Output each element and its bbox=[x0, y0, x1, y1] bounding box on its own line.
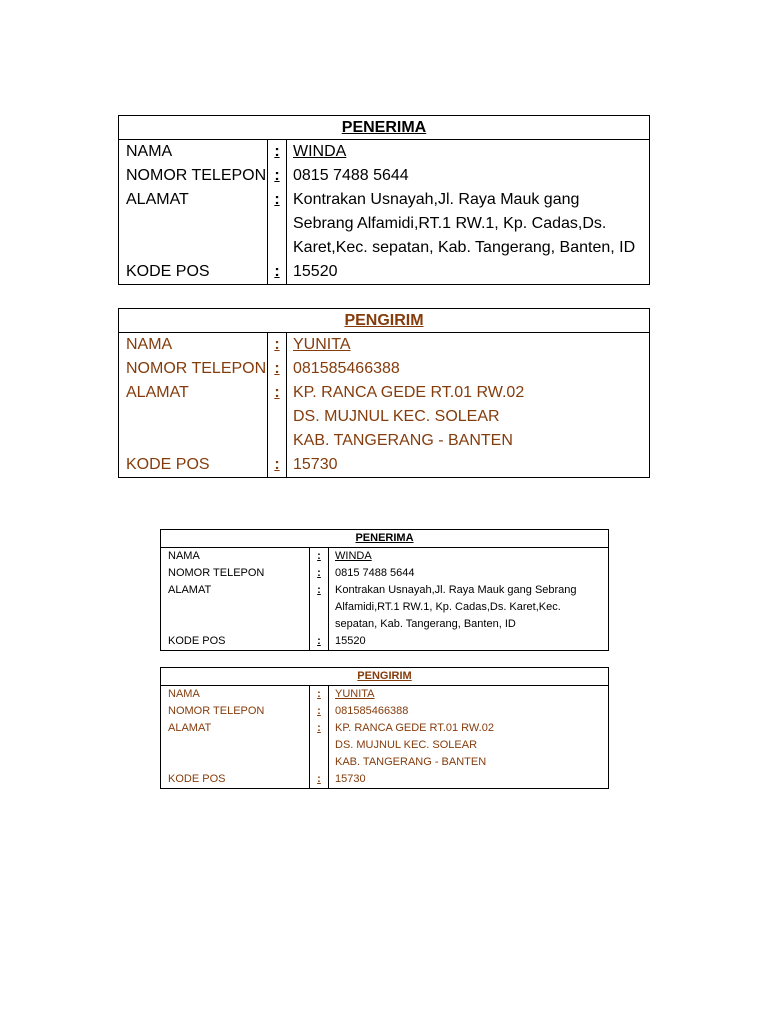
penerima-label-large bbox=[118, 115, 650, 285]
alamat-line-3: KAB. TANGERANG - BANTEN bbox=[335, 756, 487, 768]
penerima-body bbox=[119, 140, 649, 284]
telepon-value: 0815 7488 5644 bbox=[293, 167, 409, 184]
telepon-label: NOMOR TELEPON bbox=[126, 167, 267, 184]
alamat-line-1: KP. RANCA GEDE RT.01 RW.02 bbox=[293, 384, 525, 401]
pengirim-label-small bbox=[160, 667, 609, 789]
colon-nama: : bbox=[317, 688, 321, 700]
pengirim-key-column bbox=[161, 686, 309, 788]
alamat-line-3: KAB. TANGERANG - BANTEN bbox=[293, 432, 513, 449]
nama-label: NAMA bbox=[126, 336, 173, 353]
alamat-line-2: DS. MUJNUL KEC. SOLEAR bbox=[335, 739, 478, 751]
alamat-line-1: Kontrakan Usnayah,Jl. Raya Mauk gang Sebrang bbox=[335, 584, 577, 596]
penerima-colon-column bbox=[309, 548, 329, 650]
telepon-label: NOMOR TELEPON bbox=[168, 705, 265, 717]
penerima-key-column bbox=[119, 140, 267, 284]
nama-label: NAMA bbox=[126, 143, 173, 160]
pengirim-key-column bbox=[119, 333, 267, 477]
colon-alamat: : bbox=[317, 584, 321, 596]
pengirim-body bbox=[161, 686, 608, 788]
alamat-line-3: Karet,Kec. sepatan, Kab. Tangerang, Banten, ID bbox=[293, 239, 636, 256]
alamat-label: ALAMAT bbox=[126, 384, 189, 401]
penerima-value-column bbox=[287, 140, 635, 284]
nama-value: YUNITA bbox=[335, 688, 375, 700]
nama-label: NAMA bbox=[168, 550, 200, 562]
pengirim-value-column bbox=[287, 333, 524, 477]
penerima-label-small bbox=[160, 529, 609, 651]
kodepos-value: 15730 bbox=[293, 456, 338, 473]
colon-alamat: : bbox=[274, 191, 280, 208]
colon-kodepos: : bbox=[274, 263, 280, 280]
pengirim-value-column bbox=[329, 686, 494, 788]
penerima-title: PENERIMA bbox=[119, 116, 649, 140]
nama-value: WINDA bbox=[335, 550, 372, 562]
pengirim-label-large bbox=[118, 308, 650, 478]
alamat-line-3: sepatan, Kab. Tangerang, Banten, ID bbox=[335, 618, 516, 630]
penerima-key-column bbox=[161, 548, 309, 650]
alamat-line-2: DS. MUJNUL KEC. SOLEAR bbox=[293, 408, 500, 425]
telepon-label: NOMOR TELEPON bbox=[168, 567, 265, 579]
kodepos-label: KODE POS bbox=[126, 263, 210, 280]
telepon-value: 081585466388 bbox=[293, 360, 400, 377]
kodepos-label: KODE POS bbox=[126, 456, 210, 473]
penerima-body bbox=[161, 548, 608, 650]
pengirim-colon-column bbox=[309, 686, 329, 788]
telepon-value: 081585466388 bbox=[335, 705, 409, 717]
penerima-value-column bbox=[329, 548, 577, 650]
kodepos-value: 15520 bbox=[335, 635, 366, 647]
alamat-label: ALAMAT bbox=[168, 722, 212, 734]
colon-alamat: : bbox=[317, 722, 321, 734]
colon-alamat: : bbox=[274, 384, 280, 401]
telepon-value: 0815 7488 5644 bbox=[335, 567, 415, 579]
colon-telepon: : bbox=[274, 167, 280, 184]
penerima-title: PENERIMA bbox=[161, 530, 608, 548]
alamat-line-2: Sebrang Alfamidi,RT.1 RW.1, Kp. Cadas,Ds. bbox=[293, 215, 607, 232]
kodepos-label: KODE POS bbox=[168, 635, 226, 647]
pengirim-body bbox=[119, 333, 649, 477]
nama-label: NAMA bbox=[168, 688, 200, 700]
colon-telepon: : bbox=[317, 567, 321, 579]
colon-nama: : bbox=[274, 336, 280, 353]
alamat-line-2: Alfamidi,RT.1 RW.1, Kp. Cadas,Ds. Karet,Kec. bbox=[335, 601, 561, 613]
colon-telepon: : bbox=[274, 360, 280, 377]
alamat-line-1: Kontrakan Usnayah,Jl. Raya Mauk gang bbox=[293, 191, 580, 208]
alamat-line-1: KP. RANCA GEDE RT.01 RW.02 bbox=[335, 722, 494, 734]
colon-kodepos: : bbox=[317, 635, 321, 647]
colon-nama: : bbox=[317, 550, 321, 562]
alamat-label: ALAMAT bbox=[168, 584, 212, 596]
colon-telepon: : bbox=[317, 705, 321, 717]
kodepos-value: 15520 bbox=[293, 263, 338, 280]
pengirim-title: PENGIRIM bbox=[119, 309, 649, 333]
colon-nama: : bbox=[274, 143, 280, 160]
kodepos-label: KODE POS bbox=[168, 773, 226, 785]
nama-value: YUNITA bbox=[293, 336, 351, 353]
nama-value: WINDA bbox=[293, 143, 347, 160]
penerima-colon-column bbox=[267, 140, 287, 284]
kodepos-value: 15730 bbox=[335, 773, 366, 785]
telepon-label: NOMOR TELEPON bbox=[126, 360, 267, 377]
pengirim-title: PENGIRIM bbox=[161, 668, 608, 686]
colon-kodepos: : bbox=[274, 456, 280, 473]
alamat-label: ALAMAT bbox=[126, 191, 189, 208]
colon-kodepos: : bbox=[317, 773, 321, 785]
pengirim-colon-column bbox=[267, 333, 287, 477]
